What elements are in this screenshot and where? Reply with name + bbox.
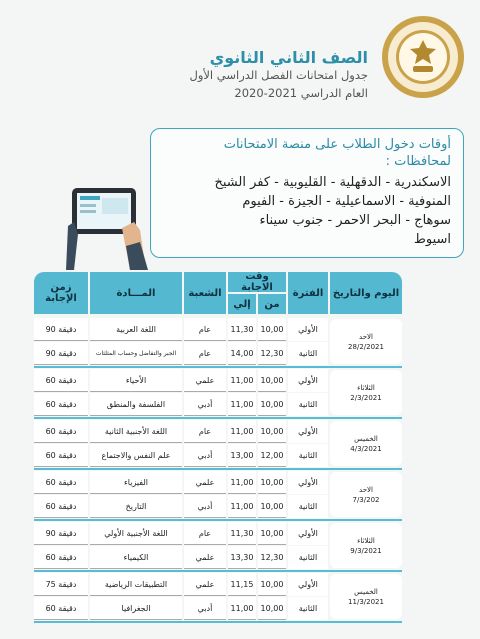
- cell-to: 11,00: [228, 420, 256, 443]
- header-to: إلي: [228, 294, 256, 314]
- governorates-line: الاسكندرية - الدقهلية - القليوبية - كفر الشيخ: [214, 175, 451, 190]
- info-box: [150, 128, 464, 258]
- cell-period: الثانية: [288, 444, 328, 467]
- cell-duration: 90 دقيقة: [34, 318, 88, 341]
- cell-branch: أدبي: [184, 495, 226, 518]
- header-from: من: [258, 294, 286, 314]
- cell-from: 10,00: [258, 318, 286, 341]
- cell-subject: الجغرافيا: [90, 597, 182, 620]
- group-divider: [34, 621, 402, 623]
- header-subject: المـــادة: [90, 272, 182, 314]
- page-subtitle: جدول امتحانات الفصل الدراسي الأول: [189, 68, 368, 82]
- cell-duration: 60 دقيقة: [34, 471, 88, 494]
- group-divider: [34, 570, 402, 572]
- cell-to: 13,00: [228, 444, 256, 467]
- cell-subject: اللغة الأجنبية الثانية: [90, 420, 182, 443]
- cell-branch: علمي: [184, 573, 226, 596]
- day-date-cell: [330, 319, 402, 364]
- cell-branch: علمي: [184, 369, 226, 392]
- cell-period: الأولي: [288, 318, 328, 341]
- cell-to: 11,15: [228, 573, 256, 596]
- cell-duration: 60 دقيقة: [34, 444, 88, 467]
- cell-to: 11,30: [228, 522, 256, 545]
- tablet-illustration: [66, 186, 148, 270]
- cell-period: الأولي: [288, 573, 328, 596]
- cell-from: 10,00: [258, 393, 286, 416]
- group-divider: [34, 468, 402, 470]
- cell-from: 10,00: [258, 420, 286, 443]
- info-heading: أوقات دخول الطلاب على منصة الامتحانات: [223, 137, 451, 152]
- cell-subject: الجبر والتفاضل وحساب المثلثات: [90, 342, 182, 365]
- cell-duration: 60 دقيقة: [34, 495, 88, 518]
- cell-to: 14,00: [228, 342, 256, 365]
- info-subheading: لمحافظات :: [385, 154, 451, 169]
- cell-duration: 60 دقيقة: [34, 597, 88, 620]
- header-branch: الشعبة: [184, 272, 226, 314]
- day-date-cell: [330, 370, 402, 415]
- cell-to: 11,00: [228, 369, 256, 392]
- cell-period: الثانية: [288, 597, 328, 620]
- governorates-line: اسيوط: [413, 232, 451, 247]
- cell-duration: 90 دقيقة: [34, 342, 88, 365]
- cell-from: 10,00: [258, 573, 286, 596]
- cell-period: الثانية: [288, 342, 328, 365]
- cell-branch: عام: [184, 522, 226, 545]
- cell-period: الأولي: [288, 522, 328, 545]
- cell-branch: أدبي: [184, 444, 226, 467]
- header-duration: زمن الإجابة: [34, 272, 88, 314]
- ministry-seal-logo: [380, 14, 466, 100]
- cell-period: الأولي: [288, 420, 328, 443]
- cell-branch: أدبي: [184, 393, 226, 416]
- cell-to: 13,30: [228, 546, 256, 569]
- group-divider: [34, 366, 402, 368]
- cell-subject: علم النفس والاجتماع: [90, 444, 182, 467]
- cell-branch: أدبي: [184, 597, 226, 620]
- exam-schedule-table: [34, 272, 402, 624]
- exam-date: 2/3/2021: [350, 393, 382, 402]
- cell-period: الأولي: [288, 369, 328, 392]
- cell-duration: 60 دقيقة: [34, 420, 88, 443]
- governorates-line: سوهاج - البحر الاحمر - جنوب سيناء: [259, 213, 451, 228]
- cell-to: 11,30: [228, 318, 256, 341]
- day-name: الاحد: [359, 332, 373, 341]
- cell-duration: 90 دقيقة: [34, 522, 88, 545]
- academic-year: العام الدراسي 2021-2020: [234, 86, 368, 100]
- exam-date: 7/3/202: [352, 495, 380, 504]
- day-name: الثلاثاء: [357, 383, 375, 392]
- cell-subject: الفيزياء: [90, 471, 182, 494]
- cell-subject: الأحياء: [90, 369, 182, 392]
- day-name: الخميس: [354, 587, 378, 596]
- cell-period: الأولي: [288, 471, 328, 494]
- cell-branch: عام: [184, 318, 226, 341]
- day-date-cell: [330, 472, 402, 517]
- cell-duration: 60 دقيقة: [34, 393, 88, 416]
- day-name: الاحد: [359, 485, 373, 494]
- cell-period: الثانية: [288, 393, 328, 416]
- header-period: الفترة: [288, 272, 328, 314]
- cell-from: 12,00: [258, 444, 286, 467]
- cell-subject: التاريخ: [90, 495, 182, 518]
- exam-date: 28/2/2021: [348, 342, 384, 351]
- day-name: الخميس: [354, 434, 378, 443]
- cell-from: 12,30: [258, 342, 286, 365]
- cell-from: 10,00: [258, 597, 286, 620]
- cell-to: 11,00: [228, 495, 256, 518]
- cell-period: الثانية: [288, 495, 328, 518]
- day-date-cell: [330, 523, 402, 568]
- cell-from: 10,00: [258, 471, 286, 494]
- header-answer-time: وقت الاجابة: [228, 272, 286, 292]
- cell-to: 11,00: [228, 393, 256, 416]
- cell-duration: 60 دقيقة: [34, 369, 88, 392]
- group-divider: [34, 519, 402, 521]
- cell-branch: عام: [184, 342, 226, 365]
- cell-from: 10,00: [258, 369, 286, 392]
- cell-from: 10,00: [258, 495, 286, 518]
- group-divider: [34, 417, 402, 419]
- cell-subject: الكيمياء: [90, 546, 182, 569]
- day-date-cell: [330, 421, 402, 466]
- cell-branch: علمي: [184, 471, 226, 494]
- governorates-line: المنوفية - الاسماعيلية - الجيزة - الفيوم: [242, 194, 451, 209]
- cell-subject: اللغة العربية: [90, 318, 182, 341]
- cell-to: 11,00: [228, 597, 256, 620]
- cell-duration: 75 دقيقة: [34, 573, 88, 596]
- cell-duration: 60 دقيقة: [34, 546, 88, 569]
- cell-branch: علمي: [184, 546, 226, 569]
- header-day-date: اليوم والتاريخ: [330, 272, 402, 314]
- cell-subject: الفلسفة والمنطق: [90, 393, 182, 416]
- cell-subject: اللغة الأجنبية الأولي: [90, 522, 182, 545]
- cell-to: 11,00: [228, 471, 256, 494]
- day-name: الثلاثاء: [357, 536, 375, 545]
- cell-from: 10,00: [258, 522, 286, 545]
- cell-from: 12,30: [258, 546, 286, 569]
- exam-date: 11/3/2021: [348, 597, 384, 606]
- cell-branch: عام: [184, 420, 226, 443]
- exam-date: 9/3/2021: [350, 546, 382, 555]
- cell-subject: التطبيقات الرياضية: [90, 573, 182, 596]
- cell-period: الثانية: [288, 546, 328, 569]
- page-title: الصف الثاني الثانوي: [209, 48, 368, 67]
- day-date-cell: [330, 574, 402, 619]
- exam-date: 4/3/2021: [350, 444, 382, 453]
